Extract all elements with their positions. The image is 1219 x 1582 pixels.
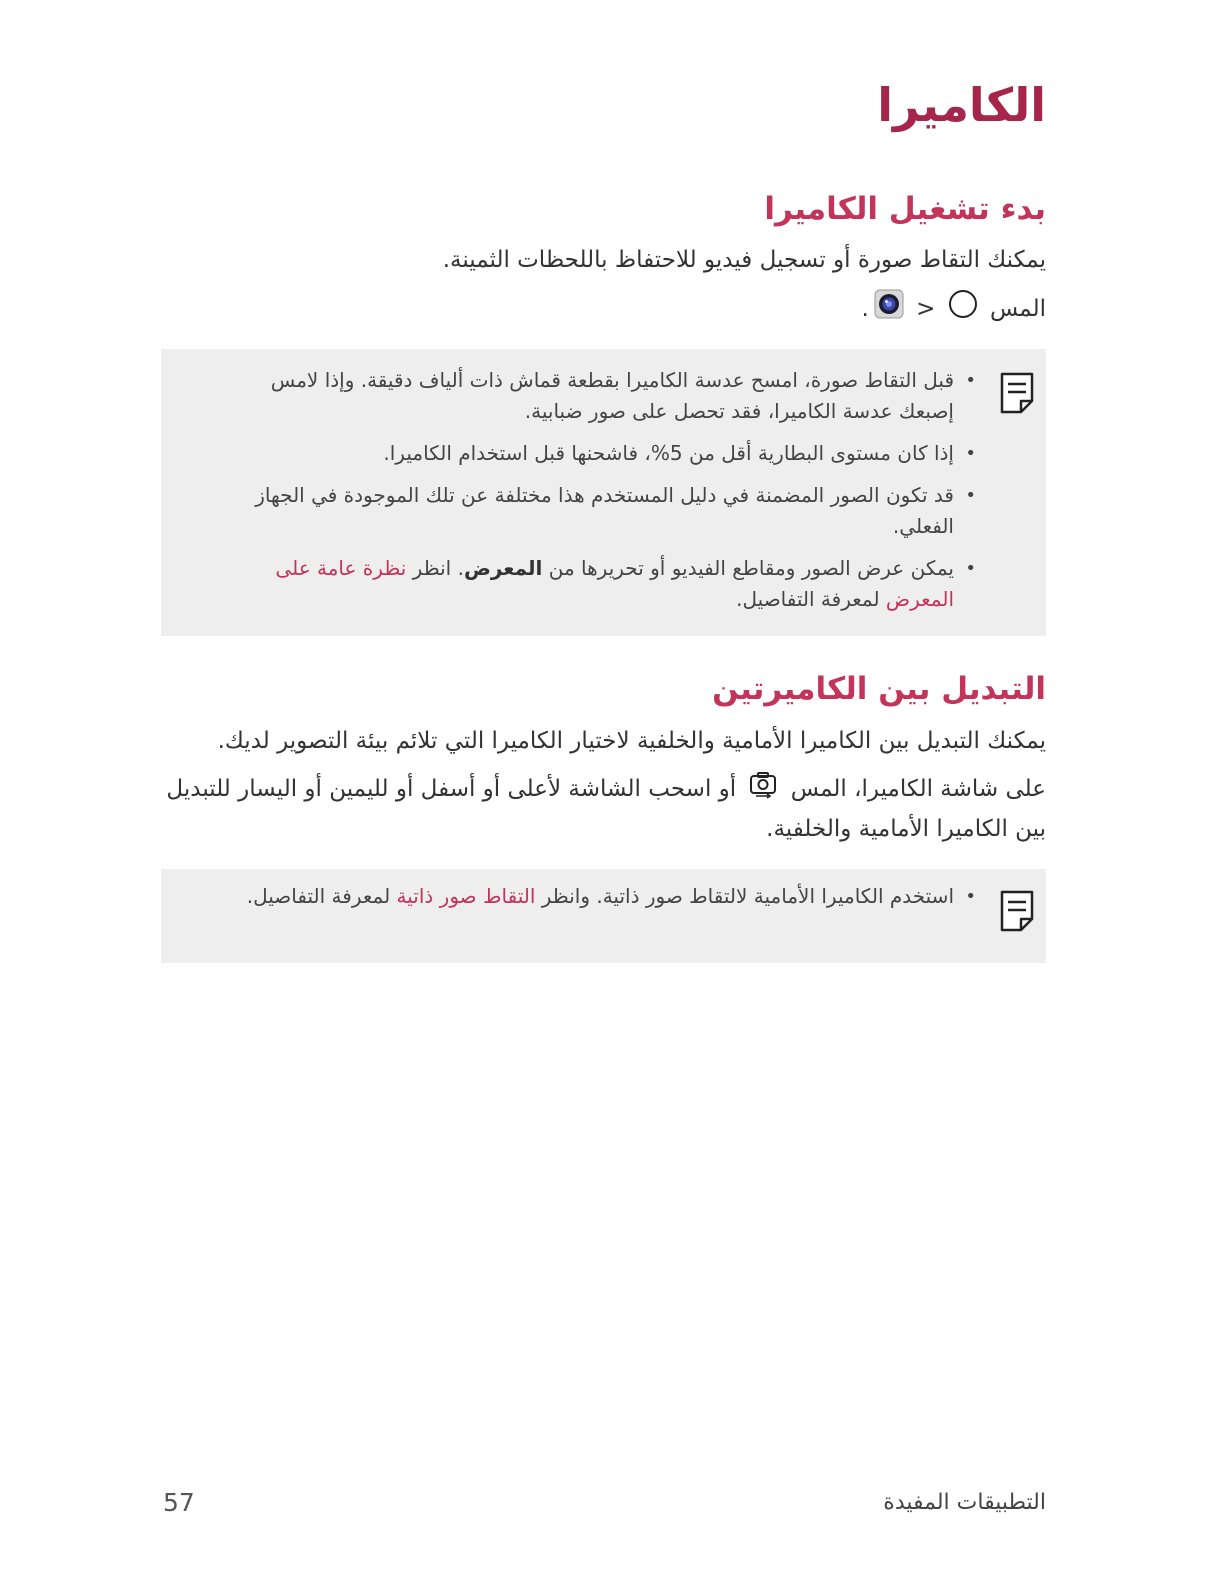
section2-instruction	[156, 768, 1046, 847]
link-taking-selfies[interactable]: التقاط صور ذاتية	[396, 884, 536, 908]
gallery-app-name: المعرض	[463, 556, 543, 580]
note-item-images	[214, 480, 976, 542]
note-item-selfie	[214, 881, 976, 912]
section-title-switch-cameras: التبديل بين الكاميرتين	[712, 671, 1046, 707]
switch-camera-icon	[747, 768, 779, 811]
note-selfie-part1: استخدم الكاميرا الأمامية لالتقاط صور ذاتية. وانظر	[535, 884, 954, 908]
section1-instruction	[156, 288, 1046, 331]
note-gallery-part1: يمكن عرض الصور ومقاطع الفيديو أو تحريرها من	[542, 556, 954, 580]
instruction-suffix: .	[861, 296, 869, 322]
note-icon	[998, 371, 1036, 415]
note-item-gallery	[214, 553, 976, 615]
note-list-switch-cameras	[214, 881, 976, 923]
bullet: •	[965, 886, 976, 907]
section2-intro: يمكنك التبديل بين الكاميرا الأمامية والخلفية لاختيار الكاميرا التي تلائم بيئة التصوير لديك.	[217, 728, 1046, 754]
note-text-battery: إذا كان مستوى البطارية أقل من 5%، فاشحنها قبل استخدام الكاميرا.	[383, 441, 954, 465]
note-box-start-camera	[161, 349, 1046, 636]
note-box-switch-cameras	[161, 869, 1046, 963]
bullet: •	[965, 558, 976, 579]
instruction-prefix: على شاشة الكاميرا، المس	[790, 776, 1046, 802]
note-gallery-part3: لمعرفة التفاصيل.	[736, 587, 886, 611]
bullet: •	[965, 443, 976, 464]
instruction-suffix: أو اسحب الشاشة لأعلى أو أسفل أو لليمين أو اليسار للتبديل بين الكاميرا الأمامية والخلفية.	[166, 776, 1046, 842]
page-number: 57	[163, 1488, 195, 1517]
instruction-prefix: المس	[989, 296, 1046, 322]
note-text-images: قد تكون الصور المضمنة في دليل المستخدم هذا مختلفة عن تلك الموجودة في الجهاز الفعلي.	[255, 483, 954, 538]
bullet: •	[965, 370, 976, 391]
section1-intro: يمكنك التقاط صورة أو تسجيل فيديو للاحتفاظ باللحظات الثمينة.	[442, 247, 1046, 273]
note-item-battery	[214, 438, 976, 469]
note-item-lens	[214, 365, 976, 427]
section-title-start-camera: بدء تشغيل الكاميرا	[764, 191, 1046, 227]
note-list-start-camera	[214, 365, 976, 626]
bullet: •	[965, 485, 976, 506]
link-gallery-overview[interactable]: نظرة عامة على المعرض	[275, 556, 954, 611]
camera-app-icon	[873, 288, 905, 331]
chapter-name: التطبيقات المفيدة	[883, 1490, 1046, 1515]
note-selfie-part2: لمعرفة التفاصيل.	[246, 884, 397, 908]
home-circle-icon	[947, 288, 979, 331]
page-title: الكاميرا	[877, 78, 1046, 132]
note-text-lens: قبل التقاط صورة، امسح عدسة الكاميرا بقطعة قماش ذات ألياف دقيقة. وإذا لامس إصبعك عدسة الكاميرا، فقد تحصل على صور ضبابية.	[270, 368, 954, 423]
note-icon	[998, 889, 1036, 933]
note-gallery-part2: . انظر	[406, 556, 464, 580]
instruction-arrow: <	[916, 296, 936, 322]
